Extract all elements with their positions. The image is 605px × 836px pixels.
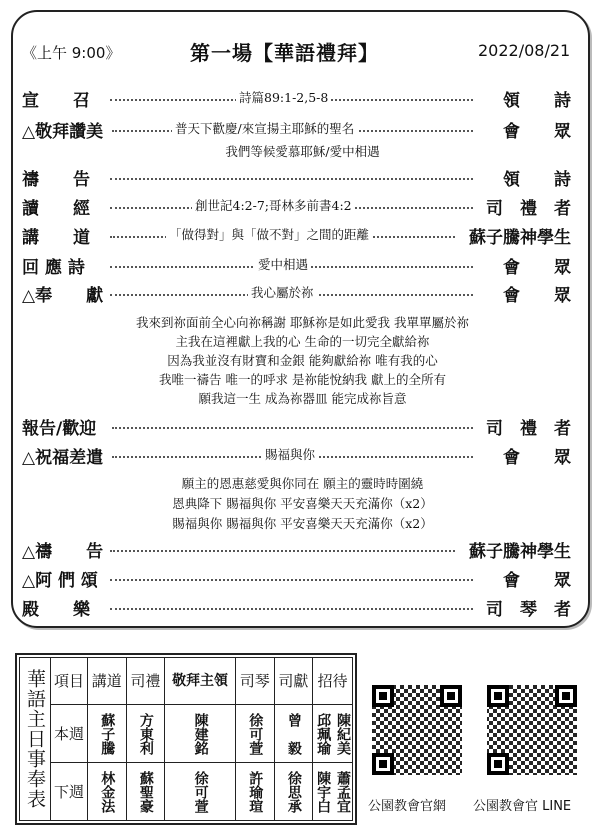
offering-lyric-line: 我唯一禱告 唯一的呼求 是祢能悅納我 獻上的全所有 <box>159 372 446 387</box>
roster-cell: 徐可萱 <box>247 712 264 755</box>
order-row-worship <box>0 117 605 141</box>
service-title: 第一場【華語禮拜】 <box>190 41 379 65</box>
order-label: △阿 們 頌 <box>22 571 98 591</box>
order-performer: 會 眾 <box>503 122 571 142</box>
order-label: 宣 召 <box>22 91 90 111</box>
offering-lyric-line: 我來到祢面前全心向祢稱謝 耶穌祢是如此愛我 我單單屬於祢 <box>136 315 469 330</box>
order-label: 殿 樂 <box>22 600 90 620</box>
qr-code-icon[interactable] <box>487 685 577 775</box>
qr-caption-website: 公園教會官網 <box>368 799 447 814</box>
roster-header: 項目 <box>51 658 88 705</box>
roster-header: 講道 <box>88 658 127 705</box>
order-row-offering <box>0 281 605 305</box>
roster-cell: 許瑜瑄 <box>247 770 264 813</box>
order-label: △敬拜讚美 <box>22 122 104 142</box>
order-row-closing-prayer <box>0 537 605 561</box>
service-date: 2022/08/21 <box>478 41 571 60</box>
roster-row-label: 本週 <box>51 705 88 763</box>
order-performer: 司 琴 者 <box>486 600 571 620</box>
order-performer: 會 眾 <box>503 448 571 468</box>
order-row-response-hymn <box>0 253 605 277</box>
order-detail: 賜福與你 <box>262 445 318 463</box>
roster-cell: 徐可萱 <box>192 770 209 813</box>
order-performer: 司 禮 者 <box>486 419 571 439</box>
order-label: 講 道 <box>22 228 90 248</box>
roster-cell: 徐思承 <box>285 770 302 813</box>
roster-table <box>19 657 353 821</box>
order-label: △祝福差遣 <box>22 448 104 468</box>
offering-lyric-line: 因為我並沒有財寶和金銀 能夠獻給祢 唯有我的心 <box>167 353 438 368</box>
order-row-amen <box>0 566 605 590</box>
order-performer: 蘇子騰神學生 <box>469 228 571 248</box>
bulletin-header <box>0 37 605 67</box>
order-row-prayer <box>0 165 605 189</box>
worship-song-line: 我們等候愛慕耶穌/愛中相遇 <box>225 144 380 159</box>
order-performer: 司 禮 者 <box>486 199 571 219</box>
roster-cell: 方東利 <box>137 712 154 755</box>
order-row-postlude <box>0 595 605 619</box>
service-roster <box>15 653 357 825</box>
order-label: △奉 獻 <box>22 286 104 306</box>
roster-header: 司獻 <box>274 658 313 705</box>
offering-lyric-line: 願我這一生 成為祢器皿 能完成祢旨意 <box>198 391 407 406</box>
order-label: △禱 告 <box>22 542 104 562</box>
order-row-scripture <box>0 194 605 218</box>
order-performer: 領 詩 <box>503 91 571 111</box>
benediction-lyric-line: 願主的恩惠慈愛與你同在 願主的靈時時圍繞 <box>181 476 424 491</box>
roster-header: 司琴 <box>236 658 275 705</box>
roster-cell: 蘇聖豪 <box>137 770 154 813</box>
roster-cell: 蕭孟宜 <box>335 770 351 813</box>
qr-code-icon[interactable] <box>372 685 462 775</box>
order-performer: 領 詩 <box>503 170 571 190</box>
roster-cell: 林金法 <box>99 770 116 813</box>
roster-cell: 陳宇白 <box>315 770 332 813</box>
order-performer: 會 眾 <box>503 571 571 591</box>
qr-caption-line: 公園教會官 LINE <box>473 799 572 814</box>
roster-cell: 蘇子騰 <box>99 712 116 755</box>
order-detail: 普天下歡慶/來宣揚主耶穌的聖名 <box>172 119 357 137</box>
roster-header: 招待 <box>313 658 353 705</box>
order-performer: 會 眾 <box>503 258 571 278</box>
order-label: 回 應 詩 <box>22 258 85 278</box>
roster-cell: 陳建銘 <box>192 712 209 755</box>
roster-header: 司禮 <box>126 658 165 705</box>
order-label: 報告/歡迎 <box>22 419 97 439</box>
order-detail: 詩篇89:1-2,5-8 <box>236 88 331 106</box>
roster-title: 華語主日事奉表 <box>20 658 51 821</box>
roster-cell: 曾 毅 <box>285 712 302 755</box>
benediction-lyric-line: 恩典降下 賜福與你 平安喜樂天天充滿你（x2） <box>172 496 433 511</box>
roster-cell: 陳紀美 <box>335 712 351 755</box>
order-row-sermon <box>0 223 605 247</box>
order-performer: 會 眾 <box>503 286 571 306</box>
order-row-summons <box>0 86 605 110</box>
roster-row-label: 下週 <box>51 763 88 821</box>
order-row-announcements <box>0 414 605 438</box>
order-detail: 我心屬於祢 <box>248 283 317 301</box>
service-time: 《上午 9:00》 <box>22 44 121 62</box>
order-detail: 「做得對」與「做不對」之間的距離 <box>166 225 372 243</box>
offering-lyric-line: 主我在這裡獻上我的心 生命的一切完全獻給祢 <box>175 334 430 349</box>
benediction-lyric-line: 賜福與你 賜福與你 平安喜樂天天充滿你（x2） <box>172 516 433 531</box>
order-performer: 蘇子騰神學生 <box>469 542 571 562</box>
roster-header: 敬拜主領 <box>165 658 236 705</box>
order-detail: 創世記4:2-7;哥林多前書4:2 <box>192 196 355 214</box>
order-row-benediction <box>0 443 605 467</box>
order-label: 讀 經 <box>22 199 90 219</box>
order-label: 禱 告 <box>22 170 90 190</box>
order-detail: 愛中相遇 <box>255 255 311 273</box>
roster-cell: 邱珮瑜 <box>315 712 332 755</box>
